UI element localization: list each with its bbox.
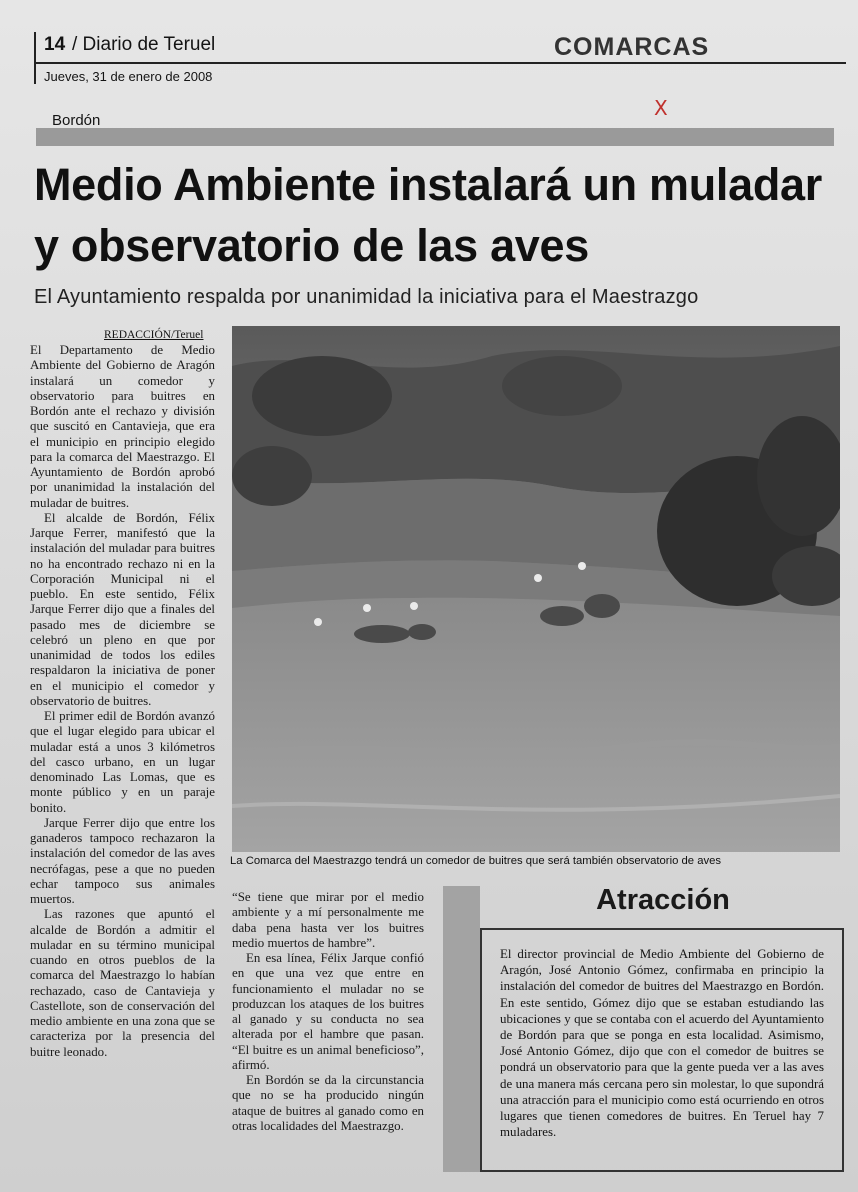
article-column-1 bbox=[30, 343, 215, 1060]
paragraph: “Se tiene que mirar por el medio ambiente y a mí personalmente me daba pena hasta ver los buitres medio muertos de hambre”. bbox=[232, 890, 424, 950]
sidebar-title: Atracción bbox=[596, 884, 730, 916]
location-bar bbox=[36, 128, 834, 146]
header-left-rule bbox=[34, 32, 36, 84]
header-rule bbox=[34, 62, 846, 64]
photo-caption: La Comarca del Maestrazgo tendrá un comedor de buitres que será también observatorio de aves bbox=[230, 855, 722, 867]
byline: REDACCIÓN/Teruel bbox=[104, 329, 204, 341]
paragraph: Jarque Ferrer dijo que entre los ganaderos tampoco rechazaron la instalación del comedor de las aves necrófagas, pese a que no pueden echar tampoco sus animales muertos. bbox=[30, 815, 215, 906]
vultures-photo bbox=[232, 326, 840, 852]
paragraph: En esa línea, Félix Jarque confió en que una vez que entre en funcionamiento el muladar no se produzcan los ataques de los buitres al ganado y su conducta no sea alterada por el hambre que pasan. “El buitre es un animal beneficioso”, afirmó. bbox=[232, 951, 424, 1072]
article-column-2 bbox=[232, 890, 424, 1134]
section-name: COMARCAS bbox=[554, 33, 710, 61]
subheadline: El Ayuntamiento respalda por unanimidad la iniciativa para el Maestrazgo bbox=[34, 286, 699, 308]
handwritten-mark: X bbox=[654, 96, 668, 120]
paragraph: En Bordón se da la circunstancia que no se ha producido ningún ataque de buitres al ganado como en otras localidades del Maestrazgo. bbox=[232, 1073, 424, 1133]
issue-date: Jueves, 31 de enero de 2008 bbox=[44, 69, 213, 84]
newspaper-name: / Diario de Teruel bbox=[72, 34, 216, 55]
paragraph: Las razones que apuntó el alcalde de Bordón a admitir el muladar en su término municipal cuando en otros pueblos de la comarca del Maestrazgo lo habían rechazado, caso de Cantavieja y Castellote, son de conservación del medio ambiente en una zona que se caracteriza por la presencia del buitre leonado. bbox=[30, 907, 215, 1059]
paragraph: El Departamento de Medio Ambiente del Gobierno de Aragón instalará un comedor y observatorio para buitres en Bordón ante el rechazo y división que suscitó en Cantavieja, que era el municipio en principio elegido para la comarca del Maestrazgo. El Ayuntamiento de Bordón aprobó por unanimidad la instalación del muladar de buitres. bbox=[30, 343, 215, 510]
paragraph: El alcalde de Bordón, Félix Jarque Ferrer, manifestó que la instalación del muladar para buitres no ha encontrado rechazo ni en la Corporación Municipal ni el pueblo. En este sentido, Félix Jarque Ferrer dijo que a finales del pasado mes de diciembre se celebró un pleno en que por unanimidad de todos los ediles respaldaron la iniciativa de poner en el municipio el comedor y observatorio de buitres. bbox=[30, 510, 215, 708]
sidebar-text: El director provincial de Medio Ambiente del Gobierno de Aragón, José Antonio Gómez, confirmaba en principio la instalación del comedor de buitres del Maestrazgo en Bordón. En este sentido, Gómez dijo que se estaban estudiando las ubicaciones y que se contaba con el acuerdo del Ayuntamiento de Bordón para que se ponga en esta localidad. Asimismo, José Antonio Gómez, dijo que con el comedor de buitres se pondrá un observatorio para que la gente pueda ver a las aves de una manera más cercana pero sin molestar, lo que supondrá una atracción para el municipio como está ocurriendo en otros lugares que tienen comedores de buitres. En Teruel hay 7 muladares. bbox=[500, 947, 824, 1140]
headline: Medio Ambiente instalará un muladar y observatorio de las aves bbox=[34, 159, 822, 271]
page-number: 14 bbox=[44, 34, 66, 55]
sidebar-strip bbox=[443, 886, 480, 1172]
paragraph: El primer edil de Bordón avanzó que el lugar elegido para ubicar el muladar está a unos 3 kilómetros del casco urbano, en un lugar denominado Las Lomas, que es monte público y en un paraje bonito. bbox=[30, 709, 215, 815]
location-label: Bordón bbox=[52, 112, 101, 129]
